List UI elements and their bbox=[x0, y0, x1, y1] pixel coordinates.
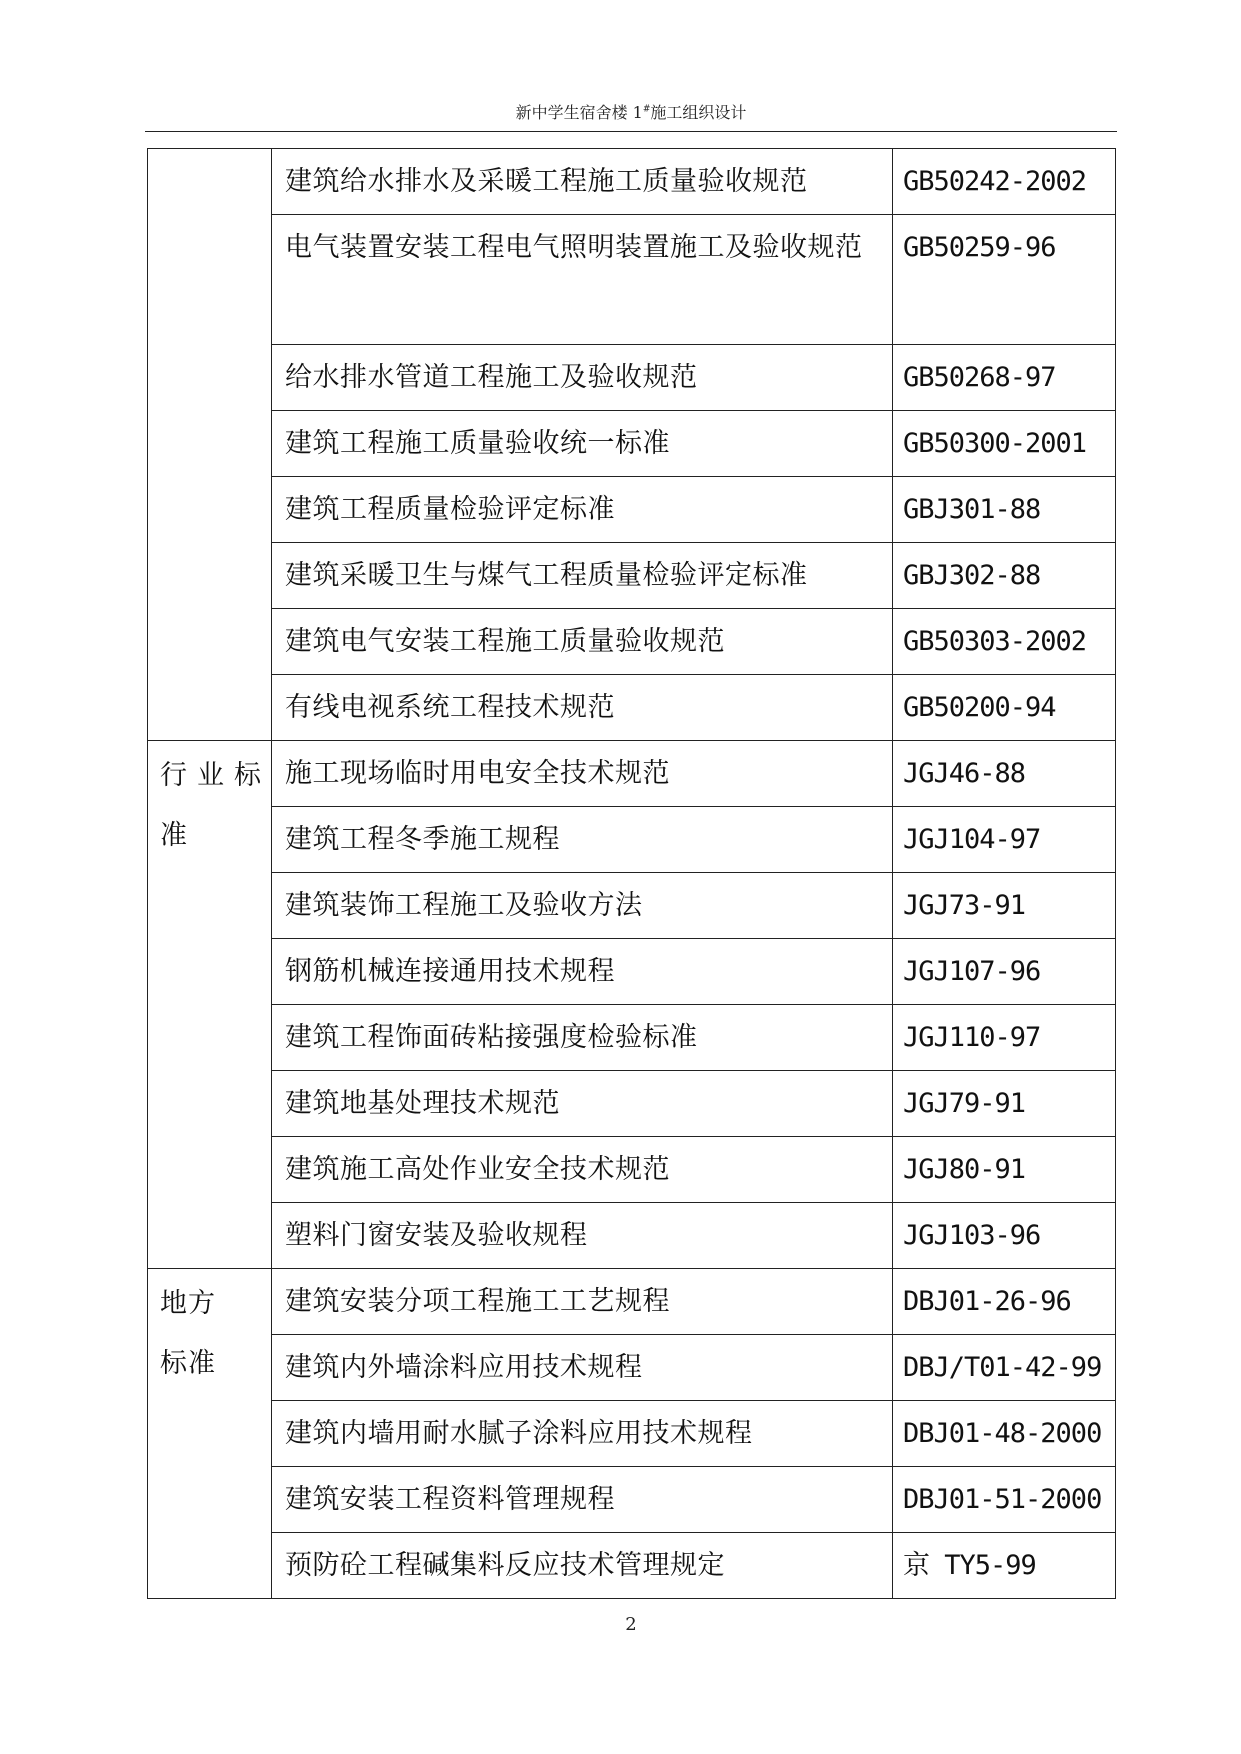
standard-name: 建筑工程饰面砖粘接强度检验标准 bbox=[272, 1005, 893, 1071]
standard-code: GB50268-97 bbox=[893, 345, 1116, 411]
standard-name: 施工现场临时用电安全技术规范 bbox=[272, 741, 893, 807]
standard-code: GB50259-96 bbox=[893, 215, 1116, 345]
standard-code: JGJ46-88 bbox=[893, 741, 1116, 807]
standard-code: JGJ104-97 bbox=[893, 807, 1116, 873]
standard-name: 有线电视系统工程技术规范 bbox=[272, 675, 893, 741]
standard-code: JGJ73-91 bbox=[893, 873, 1116, 939]
table-row bbox=[148, 1467, 1116, 1533]
table-row bbox=[148, 1269, 1116, 1335]
standard-name: 电气装置安装工程电气照明装置施工及验收规范 bbox=[272, 215, 893, 345]
header-title-sup: # bbox=[642, 104, 651, 115]
table-row bbox=[148, 741, 1116, 807]
table-row bbox=[148, 807, 1116, 873]
standard-code: GB50242-2002 bbox=[893, 149, 1116, 215]
table-row bbox=[148, 873, 1116, 939]
table-row bbox=[148, 1071, 1116, 1137]
standard-code: DBJ01-51-2000 bbox=[893, 1467, 1116, 1533]
table-row bbox=[148, 1533, 1116, 1599]
standards-table-body bbox=[148, 149, 1116, 1599]
table-row bbox=[148, 215, 1116, 345]
category-label: 地方 bbox=[160, 1288, 216, 1319]
header-title-suffix: 施工组织设计 bbox=[650, 103, 747, 122]
standard-name: 建筑安装分项工程施工工艺规程 bbox=[272, 1269, 893, 1335]
category-label bbox=[160, 169, 271, 229]
standard-name: 建筑施工高处作业安全技术规范 bbox=[272, 1137, 893, 1203]
standard-name: 建筑装饰工程施工及验收方法 bbox=[272, 873, 893, 939]
standard-name: 建筑采暖卫生与煤气工程质量检验评定标准 bbox=[272, 543, 893, 609]
table-row bbox=[148, 675, 1116, 741]
category-label bbox=[160, 229, 271, 289]
table-row bbox=[148, 411, 1116, 477]
standard-code: JGJ103-96 bbox=[893, 1203, 1116, 1269]
standard-code: GB50300-2001 bbox=[893, 411, 1116, 477]
table-row bbox=[148, 1137, 1116, 1203]
category-cell bbox=[148, 1269, 272, 1599]
table-row bbox=[148, 1203, 1116, 1269]
standard-name: 建筑内墙用耐水腻子涂料应用技术规程 bbox=[272, 1401, 893, 1467]
standard-name: 预防砼工程碱集料反应技术管理规定 bbox=[272, 1533, 893, 1599]
table-row bbox=[148, 477, 1116, 543]
category-label: 准 bbox=[160, 820, 188, 851]
table-row bbox=[148, 1005, 1116, 1071]
table-row bbox=[148, 939, 1116, 1005]
standard-name: 建筑安装工程资料管理规程 bbox=[272, 1467, 893, 1533]
standard-code: JGJ79-91 bbox=[893, 1071, 1116, 1137]
category-cell bbox=[148, 149, 272, 741]
standard-name: 钢筋机械连接通用技术规程 bbox=[272, 939, 893, 1005]
table-row bbox=[148, 543, 1116, 609]
header-rule bbox=[145, 131, 1117, 132]
category-label: 行业标 bbox=[160, 760, 271, 791]
standard-name: 建筑工程质量检验评定标准 bbox=[272, 477, 893, 543]
standard-name: 建筑电气安装工程施工质量验收规范 bbox=[272, 609, 893, 675]
table-row bbox=[148, 149, 1116, 215]
standard-name: 建筑内外墙涂料应用技术规程 bbox=[272, 1335, 893, 1401]
standard-code: 京 TY5-99 bbox=[893, 1533, 1116, 1599]
standard-code: GBJ301-88 bbox=[893, 477, 1116, 543]
standards-table bbox=[147, 148, 1116, 1599]
category-label: 标准 bbox=[160, 1348, 216, 1379]
standard-code: JGJ107-96 bbox=[893, 939, 1116, 1005]
standard-name: 建筑工程施工质量验收统一标准 bbox=[272, 411, 893, 477]
table-row bbox=[148, 1401, 1116, 1467]
header-title-prefix: 新中学生宿舍楼 1 bbox=[515, 103, 643, 122]
standard-name: 塑料门窗安装及验收规程 bbox=[272, 1203, 893, 1269]
standard-code: GBJ302-88 bbox=[893, 543, 1116, 609]
standard-code: JGJ80-91 bbox=[893, 1137, 1116, 1203]
standard-code: JGJ110-97 bbox=[893, 1005, 1116, 1071]
standard-code: GB50200-94 bbox=[893, 675, 1116, 741]
category-cell bbox=[148, 741, 272, 1269]
table-row bbox=[148, 1335, 1116, 1401]
standard-name: 建筑给水排水及采暖工程施工质量验收规范 bbox=[272, 149, 893, 215]
table-row bbox=[148, 609, 1116, 675]
standard-code: DBJ01-26-96 bbox=[893, 1269, 1116, 1335]
standard-code: DBJ01-48-2000 bbox=[893, 1401, 1116, 1467]
standard-code: DBJ/T01-42-99 bbox=[893, 1335, 1116, 1401]
standard-name: 给水排水管道工程施工及验收规范 bbox=[272, 345, 893, 411]
standard-name: 建筑工程冬季施工规程 bbox=[272, 807, 893, 873]
standard-code: GB50303-2002 bbox=[893, 609, 1116, 675]
page-header bbox=[145, 100, 1117, 123]
standard-name: 建筑地基处理技术规范 bbox=[272, 1071, 893, 1137]
page-number: 2 bbox=[625, 1614, 637, 1635]
table-row bbox=[148, 345, 1116, 411]
